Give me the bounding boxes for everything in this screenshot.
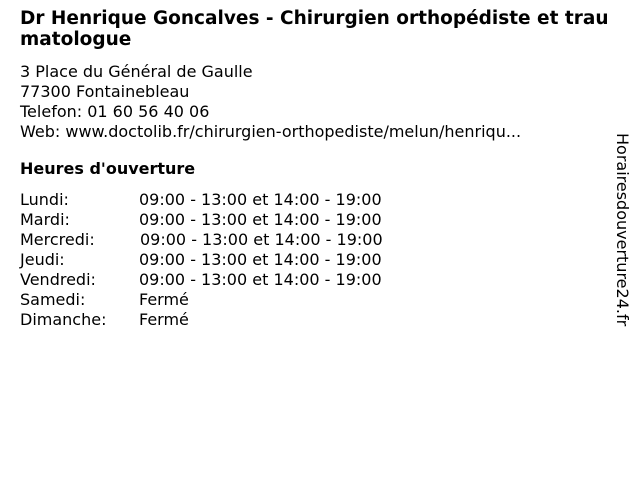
phone-number: Telefon: 01 60 56 40 06 bbox=[20, 102, 210, 121]
day-label: Dimanche: bbox=[20, 310, 107, 329]
business-card bbox=[20, 8, 610, 330]
day-hours: Fermé bbox=[139, 290, 189, 309]
day-hours: 09:00 - 13:00 et 14:00 - 19:00 bbox=[140, 230, 383, 249]
day-hours: 09:00 - 13:00 et 14:00 - 19:00 bbox=[139, 270, 382, 289]
day-hours: 09:00 - 13:00 et 14:00 - 19:00 bbox=[139, 210, 382, 229]
opening-hours-heading: Heures d'ouverture bbox=[20, 159, 196, 178]
day-label: Jeudi: bbox=[20, 250, 65, 269]
hours-row-tuesday bbox=[20, 210, 610, 230]
hours-row-saturday bbox=[20, 290, 610, 310]
day-hours: Fermé bbox=[139, 310, 189, 329]
day-hours: 09:00 - 13:00 et 14:00 - 19:00 bbox=[139, 250, 382, 269]
hours-row-friday bbox=[20, 270, 610, 290]
website-link[interactable]: Web: www.doctolib.fr/chirurgien-orthopediste/melun/henriqu... bbox=[20, 122, 522, 141]
address-city: 77300 Fontainebleau bbox=[20, 82, 190, 101]
day-label: Lundi: bbox=[20, 190, 69, 209]
hours-row-wednesday bbox=[20, 230, 610, 250]
page-title: Dr Henrique Goncalves - Chirurgien orthopédiste et traumatologue bbox=[20, 8, 609, 50]
hours-row-monday bbox=[20, 190, 610, 210]
site-watermark: Horairesdouverture24.fr bbox=[613, 133, 632, 327]
day-hours: 09:00 - 13:00 et 14:00 - 19:00 bbox=[139, 190, 382, 209]
opening-hours-table bbox=[20, 190, 610, 330]
address-street: 3 Place du Général de Gaulle bbox=[20, 62, 253, 81]
day-label: Mardi: bbox=[20, 210, 70, 229]
hours-row-sunday bbox=[20, 310, 610, 330]
day-label: Samedi: bbox=[20, 290, 86, 309]
hours-row-thursday bbox=[20, 250, 610, 270]
day-label: Vendredi: bbox=[20, 270, 96, 289]
day-label: Mercredi: bbox=[20, 230, 95, 249]
